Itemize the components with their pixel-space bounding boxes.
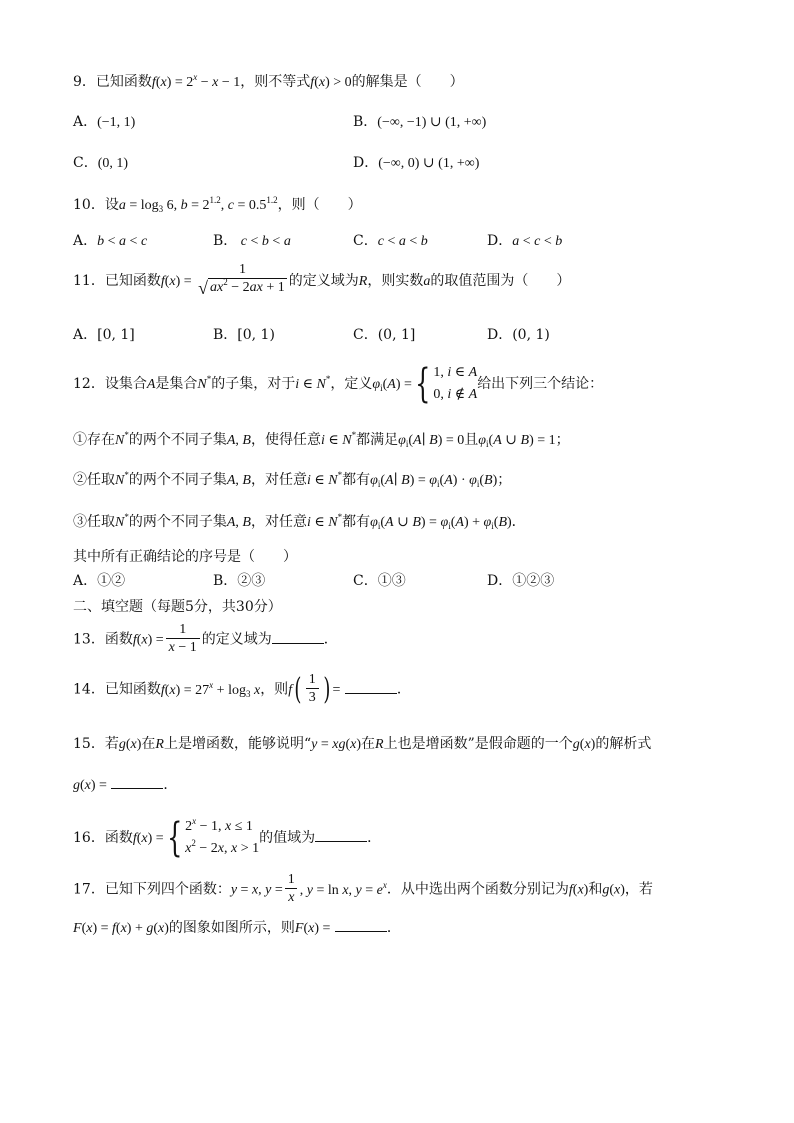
q12-option-d: D．①②③ <box>487 573 555 589</box>
q12-stem: 12．设集合A是集合N*的子集，对于i ∈ N*，定义$\varphi_i(A)$ ={ 1, i ∈ A 0, i ∉ A 给出下列三个结论： <box>73 361 604 407</box>
q12-option-c: C．①③ <box>353 573 406 589</box>
q11-option-b: B．[0, 1) <box>213 327 275 343</box>
q12-conclusion-1: ①存在N*的两个不同子集A, B，使得任意i ∈ N*都满足$\varphi_i(A∣$ B) = 0且$\varphi_i(A$ ∪ B) = 1； <box>73 430 570 449</box>
q11-option-a: A．[0, 1] <box>73 327 135 343</box>
q10-option-c: C．c < a < b <box>353 233 428 249</box>
q11-option-c: C．(0, 1] <box>353 327 416 343</box>
q10-option-a: A．b < a < c <box>73 233 148 249</box>
q10-option-b: B． c < b < a <box>213 233 291 249</box>
q12-option-b: B．②③ <box>213 573 266 589</box>
q15-answer-line: g(x) = ． <box>73 777 178 793</box>
q13-answer-blank[interactable] <box>272 631 324 644</box>
q17-stem: 17．已知下列四个函数：y = x, y = $\frac{1}{x}$ , y = ln x, $y = e^x$．从中选出两个函数分别记为f(x)和g(x)，若 <box>73 872 653 905</box>
q11-option-d: D．(0, 1) <box>487 327 550 343</box>
q11-stem: 11．已知函数f(x) = 1 √ $ax^2 - 2ax + 1$ 的定义域为R，则实数a的取值范围为（ ） <box>73 262 571 298</box>
q14-answer-blank[interactable] <box>345 681 397 694</box>
q12-ask: 其中所有正确结论的序号是（ ） <box>73 549 297 565</box>
q16-stem: 16．函数f(x) ={ $2^x - 1$, x ≤ 1 $x^2 - 2x$, x > 1 的值域为 ． <box>73 815 382 861</box>
q12-conclusion-3: ③任取N*的两个不同子集A, B，对任意i ∈ N*都有$\varphi_i(A$ ∪ $B) = \varphi_i(A) + \varphi_i(B)$． <box>73 512 526 531</box>
q15-answer-blank[interactable] <box>111 776 163 789</box>
q10-option-d: D．a < c < b <box>487 233 563 249</box>
q12-conclusion-2: ②任取N*的两个不同子集A, B，对任意i ∈ N*都有$\varphi_i(A∣$ $B) = \varphi_i(A) \cdot \varphi_i(B)$； <box>73 470 512 489</box>
q12-option-a: A．①② <box>73 573 126 589</box>
q9-stem: 9．已知函数$f(x) = 2^x - x - 1$，则不等式f(x) > 0的解集是（ ） <box>73 72 464 90</box>
q9-option-a: A．(−1, 1) <box>73 114 136 130</box>
q17-answer-blank[interactable] <box>335 919 387 932</box>
q17-line2: F(x) = f(x) + g(x)的图象如图所示，则F(x) = ． <box>73 920 401 936</box>
q16-answer-blank[interactable] <box>315 829 367 842</box>
q13-stem: 13．函数f(x) = $\frac{1}{x - 1}$ 的定义域为 ． <box>73 622 338 655</box>
q15-stem: 15．若g(x)在R上是增函数，能够说明“y = xg(x)在R上也是增函数”是假命题的一个g(x)的解析式 <box>73 736 652 752</box>
section-heading: 二、填空题（每题5分，共30分） <box>73 599 282 615</box>
q9-option-b: B．(−∞, −1) ∪ (1, +∞) <box>353 114 487 130</box>
q14-stem: 14．已知函数$f(x) = 27^x + \log_3 x$，则f( $\frac{1}{3}$ ) = ． <box>73 671 411 707</box>
q9-option-d: D．(−∞, 0) ∪ (1, +∞) <box>353 155 480 171</box>
q10-stem: 10．设$a = \log_3 6$, $b = 2^{1.2}$, $c = 0.5^{1.2}$，则（ ） <box>73 195 362 214</box>
q9-option-c: C．(0, 1) <box>73 155 129 171</box>
